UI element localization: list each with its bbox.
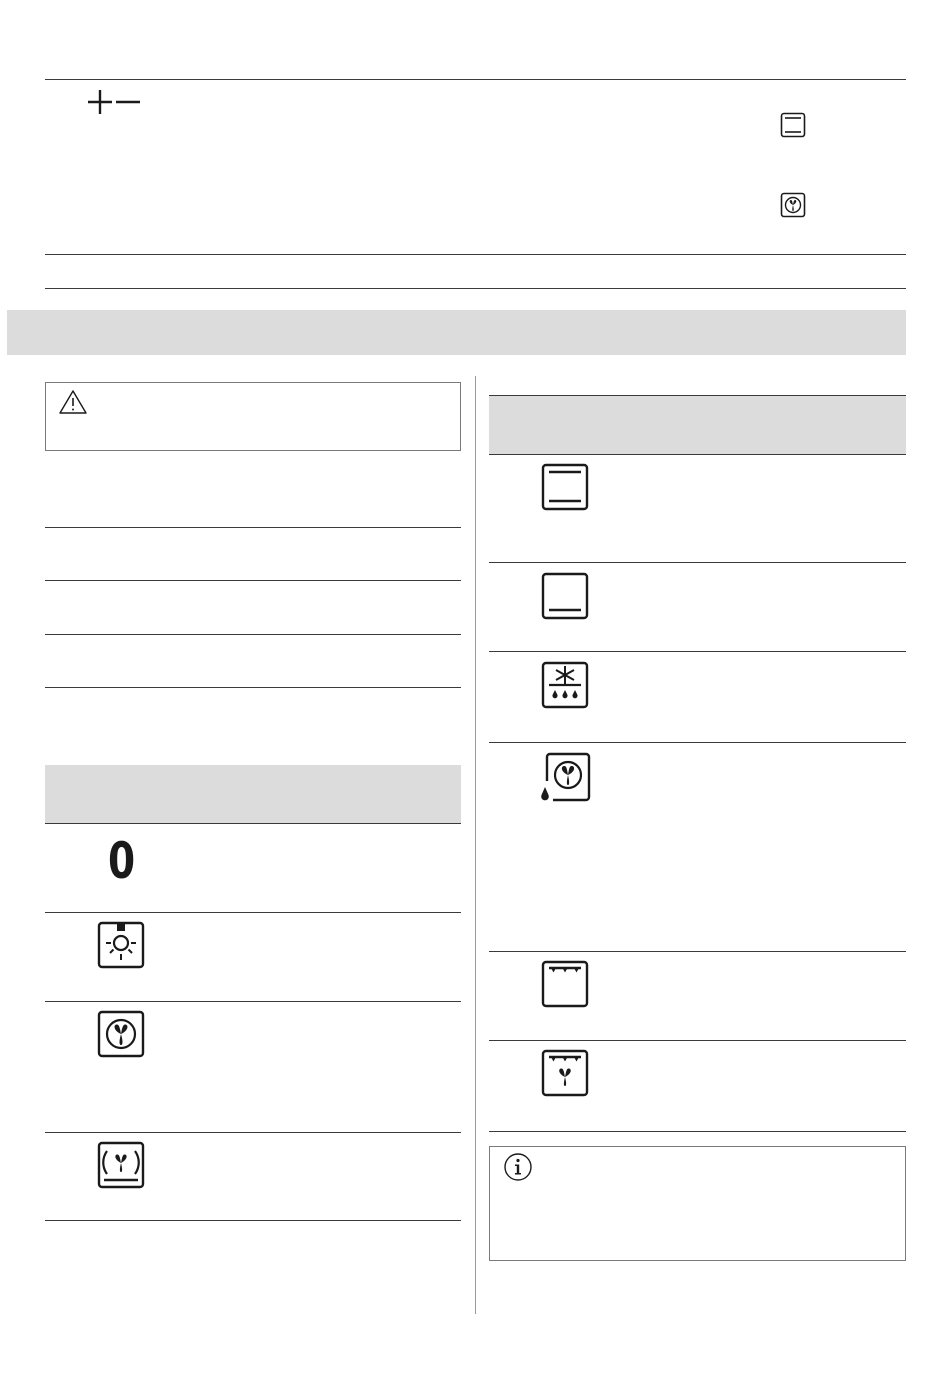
right-row-rule-6 (489, 1131, 906, 1132)
defrost-icon (541, 661, 589, 709)
top-table-rule-top (45, 79, 906, 80)
pizza-function-icon (97, 1141, 145, 1189)
bottom-heat-icon (541, 572, 589, 620)
left-rule-2 (45, 580, 461, 581)
warning-box (45, 382, 461, 451)
oven-light-icon (97, 921, 145, 969)
conventional-cooking-icon (541, 463, 589, 511)
info-icon (503, 1152, 533, 1182)
left-table-header-rule (45, 823, 461, 824)
grill-icon (541, 960, 589, 1008)
left-rule-4 (45, 687, 461, 688)
plus-minus-symbol (86, 86, 142, 118)
right-row-rule-5 (489, 1040, 906, 1041)
oven-fan-small-icon (780, 192, 806, 218)
left-function-table-header (45, 765, 461, 823)
right-table-header-rule (489, 454, 906, 455)
left-rule-3 (45, 634, 461, 635)
right-row-rule-2 (489, 651, 906, 652)
moist-fan-baking-icon (539, 751, 591, 803)
right-row-rule-4 (489, 951, 906, 952)
top-table-rule-bottom (45, 288, 906, 289)
left-row-rule-4 (45, 1220, 461, 1221)
left-rule-1 (45, 527, 461, 528)
top-table-rule-middle (45, 254, 906, 255)
right-function-table-header (489, 396, 906, 454)
turbo-grilling-icon (541, 1049, 589, 1097)
right-row-rule-3 (489, 742, 906, 743)
true-fan-cooking-icon (97, 1010, 145, 1058)
warning-triangle-icon (58, 389, 88, 415)
info-box (489, 1146, 906, 1261)
left-row-rule-3 (45, 1132, 461, 1133)
section-banner (7, 310, 906, 355)
left-row-rule-2 (45, 1001, 461, 1002)
right-row-rule-1 (489, 562, 906, 563)
oven-top-bottom-heat-small-icon (780, 112, 806, 138)
zero-position-symbol: 0 (108, 832, 136, 890)
column-divider (475, 376, 476, 1314)
left-row-rule-1 (45, 912, 461, 913)
